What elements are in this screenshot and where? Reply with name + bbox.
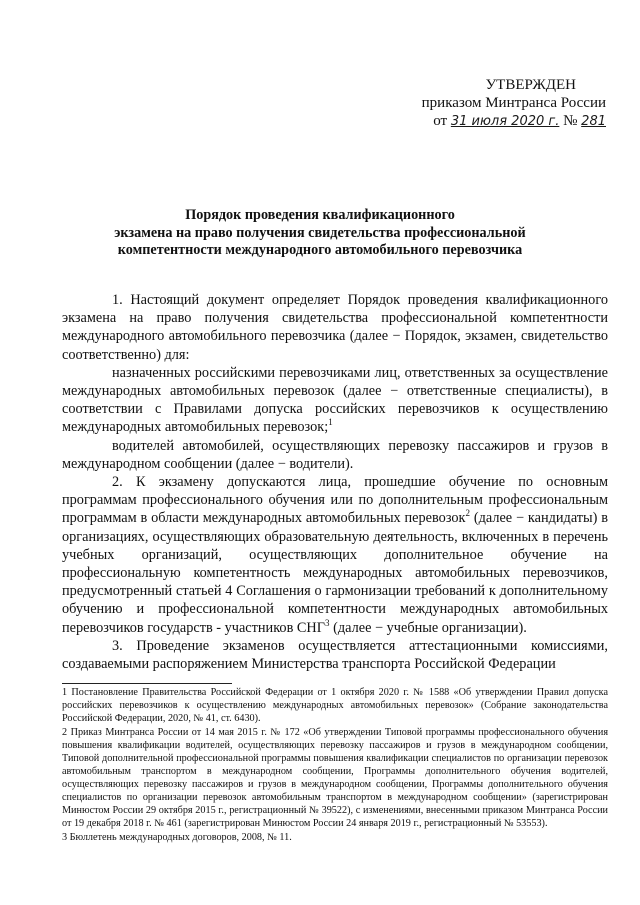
title-line-2: экзамена на право получения свидетельства профессиональной: [114, 224, 526, 241]
approval-date-line: [356, 112, 606, 131]
document-body: [62, 291, 608, 673]
paragraph-1: 1. Настоящий документ определяет Порядок проведения квалификационного экзамена на право получения свидетельства профессиональной компетентности международного автомобильного перевозчика (далее − Порядок, экзамен, свидетельство соответственно) для:: [62, 292, 608, 363]
approval-stamp: [356, 76, 606, 131]
paragraph-4-text-c: (далее − учебные организации).: [329, 619, 527, 636]
paragraph-2: [62, 364, 608, 437]
paragraph-5: 3. Проведение экзаменов осуществляется аттестационными комиссиями, создаваемыми распоряжением Министерства транспорта Российской Федерации: [62, 637, 608, 673]
paragraph-4-text-b: (далее − кандидаты) в организациях, осуществляющих образовательную деятельность, включенных в перечень учебных организаций, осуществляющих дополнительное обучение на профессиональную компетентность международных автомобильных перевозчиков, предусмотренный статьей 4 Соглашения о гармонизации требований к дополнительному обучению и профессиональной компетентности международных автомобильных перевозчиков государств - участников СНГ: [62, 510, 608, 636]
footnote-3: 3 Бюллетень международных договоров, 2008, № 11.: [62, 832, 292, 843]
title-line-3: компетентности международного автомобильного перевозчика: [117, 242, 523, 258]
title-line-1: Порядок проведения квалификационного: [185, 207, 455, 223]
handwritten-date: 31 июля 2020 г.: [450, 114, 560, 129]
document-title: [60, 207, 580, 260]
approval-order-line: приказом Минтранса России: [421, 95, 606, 111]
footnote-1: 1 Постановление Правительства Российской Федерации от 1 октября 2020 г. № 1588 «Об утверждении Правил допуска российских перевозчиков к осуществлению международных автомобильных перевозок» (Собрание законодательства Российской Федерации, 2020, № 41, ст. 6430).: [62, 687, 608, 724]
footnote-divider: [62, 683, 232, 684]
approval-from-prefix: от: [433, 113, 448, 129]
footnote-2: 2 Приказ Минтранса России от 14 мая 2015 г. № 172 «Об утверждении Типовой программы профессионального обучения повышения квалификации водителей, осуществляющих перевозку пассажиров и грузов в международном сообщении, Типовой дополнительной профессиональной программы повышения квалификации специалистов по организации перевозок автомобильным транспортом в международном сообщении, Программы дополнительного обучения водителей, осуществляющих перевозку пассажиров и грузов в международном сообщении, Программы дополнительного обучения специалистов по организации перевозок автомобильным транспортом в международном сообщении» (зарегистрирован Минюстом России 29 октября 2015 г., регистрационный № 39522), с изменениями, внесенными приказом Минтранса России от 19 декабря 2018 г. № 461 (зарегистрирован Минюстом России 24 января 2019 г., регистрационный № 53553).: [62, 727, 608, 829]
footnote-ref-3: 3: [325, 617, 330, 628]
paragraph-4-text-a: 2. К экзамену допускаются лица, прошедшие обучение по основным программам профессионального обучения или по дополнительным профессиональным программам в области международных автомобильных перевозок: [62, 474, 608, 527]
footnote-ref-2: 2: [465, 508, 470, 519]
footnotes: [62, 686, 608, 845]
paragraph-4: [62, 473, 608, 637]
paragraph-2-text: назначенных российскими перевозчиками лиц, ответственных за осуществление международных автомобильных перевозок (далее − ответственные специалисты), в соответствии с Правилами допуска российских перевозчиков к осуществлению международных автомобильных перевозок;: [62, 364, 608, 436]
paragraph-3: водителей автомобилей, осуществляющих перевозку пассажиров и грузов в международном сообщении (далее − водители).: [62, 437, 608, 472]
approval-heading: УТВЕРЖДЕН: [485, 77, 576, 93]
handwritten-number: 281: [581, 114, 606, 129]
approval-number-prefix: №: [563, 113, 578, 129]
footnote-ref-1: 1: [328, 417, 333, 428]
